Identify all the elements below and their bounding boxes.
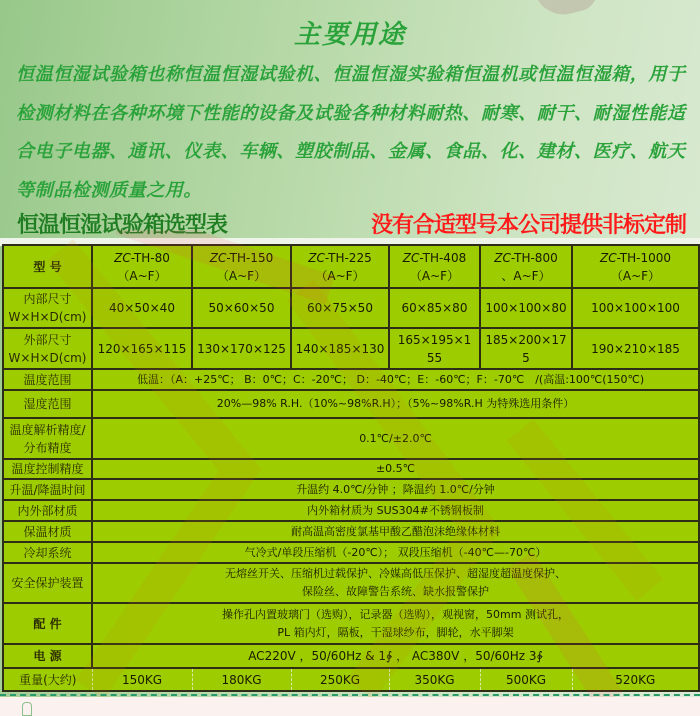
table-title: 恒温恒湿试验箱选型表 xyxy=(17,213,228,238)
outer-size-cell: 165×195×155 xyxy=(389,328,480,369)
outer-size-cell: 190×210×185 xyxy=(572,328,699,369)
table-row-safety xyxy=(3,563,699,603)
cooling-label: 冷却系统 xyxy=(3,542,92,563)
table-row-temp-control xyxy=(3,459,699,479)
table-row-heat-cool-time xyxy=(3,479,699,500)
inner-size-cell: 50×60×50 xyxy=(192,288,291,328)
footer-strip xyxy=(0,697,700,716)
outer-size-cell: 140×185×130 xyxy=(291,328,389,369)
humidity-range-value: 20%—98% R.H.（10%~98%R.H）；（5%~98%R.H 为特殊选用条件） xyxy=(92,390,699,418)
weight-cell: 250KG xyxy=(291,668,389,691)
model-cell: ZC-TH-225 （A~F） xyxy=(291,245,389,288)
table-row-accessories xyxy=(3,603,699,644)
accessories-label: 配 件 xyxy=(3,603,92,644)
model-cell: ZC-TH-150 （A~F） xyxy=(192,245,291,288)
outer-size-cell: 120×165×115 xyxy=(92,328,192,369)
temp-control-label: 温度控制精度 xyxy=(3,459,92,479)
weight-cell: 350KG xyxy=(389,668,480,691)
model-label: 型 号 xyxy=(3,245,92,288)
table-row-humidity-range xyxy=(3,390,699,418)
insulation-label: 保温材质 xyxy=(3,521,92,542)
heat-cool-time-value: 升温约 4.0℃/分钟 ；降温约 1.0℃/分钟 xyxy=(92,479,699,500)
page-title: 主要用途 xyxy=(293,20,406,50)
humidity-range-label: 湿度范围 xyxy=(3,390,92,418)
table-row-temp-range xyxy=(3,369,699,390)
table-row-power xyxy=(3,644,699,668)
accessories-value: 操作孔内置玻璃门（选购），记录器（选购），观视窗，50mm 测试孔， PL 箱内灯，隔板，干湿球纱布，脚轮，水平脚架 xyxy=(92,603,699,644)
table-row-outer-size xyxy=(3,328,699,369)
weight-cell: 520KG xyxy=(572,668,699,691)
temp-accuracy-label: 温度解析精度/ 分布精度 xyxy=(3,418,92,459)
safety-label: 安全保护装置 xyxy=(3,563,92,603)
model-cell: ZC-TH-408 （A~F） xyxy=(389,245,480,288)
weight-label: 重量(大约) xyxy=(3,668,92,691)
table-row-model xyxy=(3,245,699,288)
spec-table xyxy=(2,244,700,692)
table-row-cooling xyxy=(3,542,699,563)
dashed-divider xyxy=(0,694,700,696)
inner-size-cell: 100×100×80 xyxy=(480,288,572,328)
cooling-value: 气冷式/单段压缩机（-20℃）； 双段压缩机（-40℃—-70℃） xyxy=(92,542,699,563)
table-row-material xyxy=(3,500,699,521)
model-cell: ZC-TH-800 、A~F） xyxy=(480,245,572,288)
description-paragraph: 恒温恒湿试验箱也称恒温恒湿试验机、恒温恒湿实验箱恒温机或恒温恒湿箱，用于检测材料在各种环境下性能的设备及试验各种材料耐热、耐寒、耐干、耐湿性能适合电子电器、通讯、仪表、车辆、塑胶制品、金属、食品、化、建材、医疗、航天等制品检测质量之用。 xyxy=(16,64,686,201)
table-row-inner-size xyxy=(3,288,699,328)
temp-control-value: ±0.5℃ xyxy=(92,459,699,479)
model-cell: ZC-TH-80 （A~F） xyxy=(92,245,192,288)
power-label: 电 源 xyxy=(3,644,92,668)
weight-cell: 150KG xyxy=(92,668,192,691)
power-value: AC220V ，50/60Hz & 1∲ ， AC380V ，50/60Hz 3∲ xyxy=(92,644,699,668)
inner-size-cell: 40×50×40 xyxy=(92,288,192,328)
heat-cool-time-label: 升温/降温时间 xyxy=(3,479,92,500)
inner-size-cell: 60×75×50 xyxy=(291,288,389,328)
weight-cell: 500KG xyxy=(480,668,572,691)
inner-size-cell: 60×85×80 xyxy=(389,288,480,328)
table-row-temp-accuracy xyxy=(3,418,699,459)
temp-accuracy-value: 0.1℃/±2.0℃ xyxy=(92,418,699,459)
temp-range-label: 温度范围 xyxy=(3,369,92,390)
material-label: 内外部材质 xyxy=(3,500,92,521)
outer-size-cell: 130×170×125 xyxy=(192,328,291,369)
bookmark-icon xyxy=(22,702,32,716)
material-value: 内外箱材质为 SUS304#不锈钢板制 xyxy=(92,500,699,521)
table-row-insulation xyxy=(3,521,699,542)
inner-size-cell: 100×100×100 xyxy=(572,288,699,328)
outer-size-cell: 185×200×175 xyxy=(480,328,572,369)
model-cell: ZC-TH-1000 （A~F） xyxy=(572,245,699,288)
temp-range-value: 低温：（A：+25℃； B：0℃；C：-20℃； D：-40℃；E：-60℃；F：-70℃ /(高温:100℃(150℃) xyxy=(92,369,699,390)
insulation-value: 耐高温高密度氯基甲酸乙醋泡沫绝缘体材料 xyxy=(92,521,699,542)
weight-cell: 180KG xyxy=(192,668,291,691)
outer-size-label: 外部尺寸 W×H×D(cm) xyxy=(3,328,92,369)
inner-size-label: 内部尺寸 W×H×D(cm) xyxy=(3,288,92,328)
table-row-weight xyxy=(3,668,699,691)
custom-order-note: 没有合适型号本公司提供非标定制 xyxy=(370,213,686,238)
safety-value: 无熔丝开关、压缩机过载保护、冷媒高低压保护、超湿度超温度保护、 保险丝、故障警告系统、缺水报警保护 xyxy=(92,563,699,603)
